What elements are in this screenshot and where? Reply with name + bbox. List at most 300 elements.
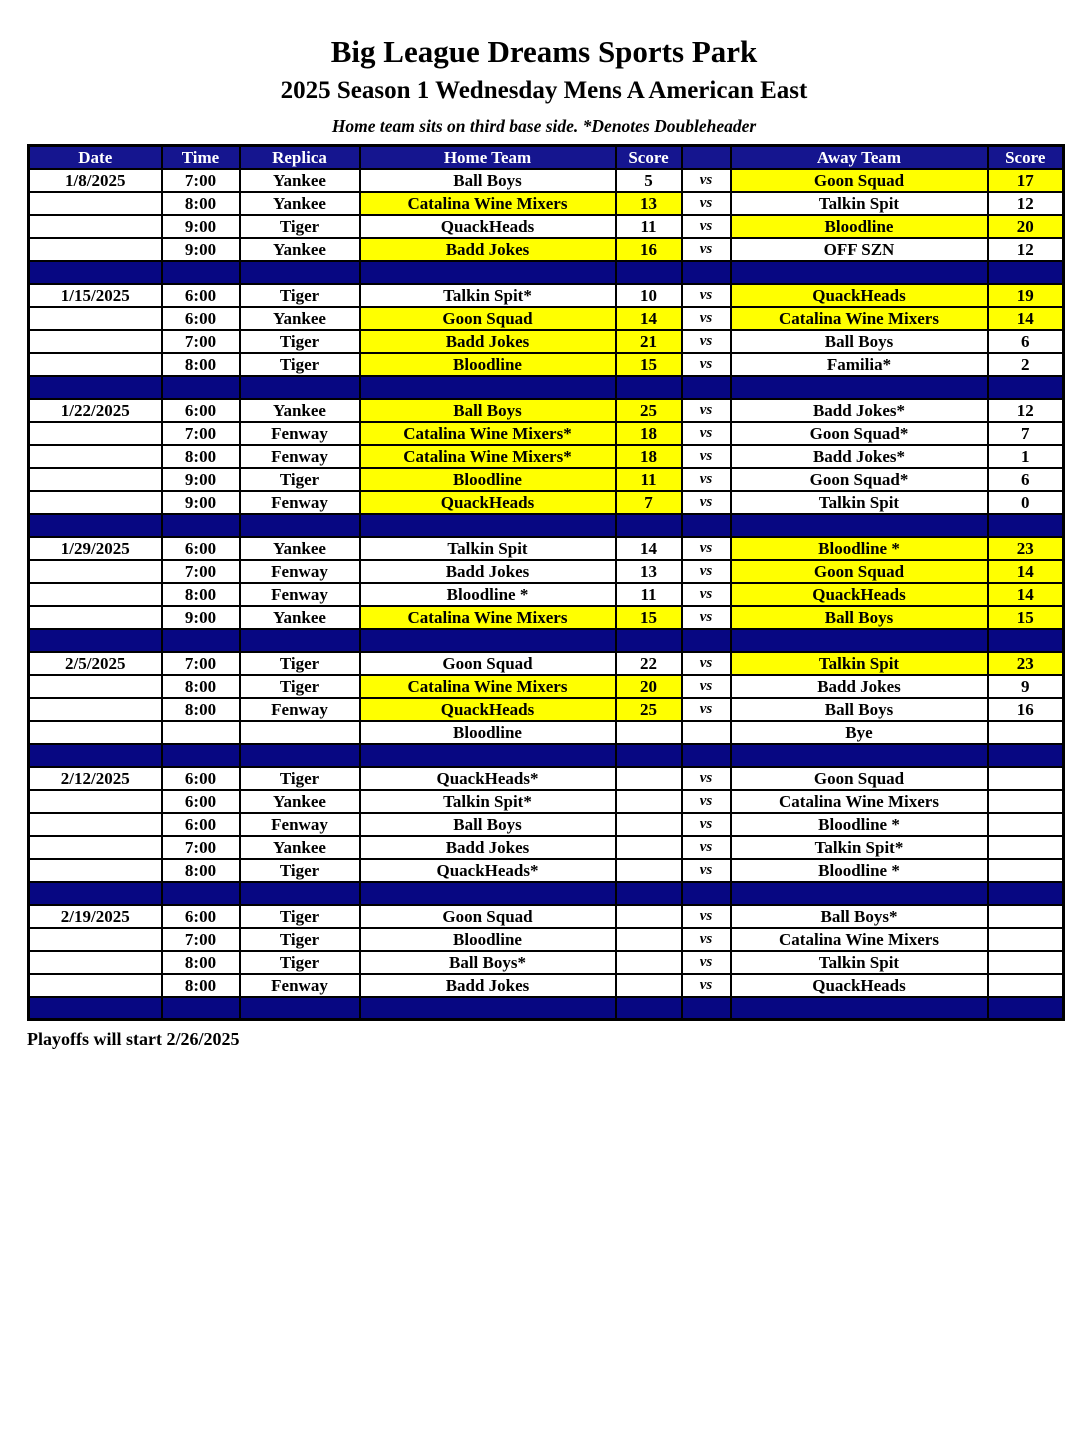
date-cell: [29, 238, 162, 261]
date-cell: [29, 974, 162, 997]
date-cell: 1/22/2025: [29, 399, 162, 422]
separator-cell: [360, 744, 616, 767]
vs-cell: vs: [682, 675, 731, 698]
vs-cell: vs: [682, 468, 731, 491]
home-score-cell: 25: [616, 698, 682, 721]
replica-cell: Fenway: [240, 974, 360, 997]
home-score-cell: [616, 951, 682, 974]
away-score-cell: [988, 928, 1064, 951]
game-row: [29, 353, 1064, 376]
replica-cell: Tiger: [240, 859, 360, 882]
date-cell: [29, 675, 162, 698]
away-score-cell: 12: [988, 192, 1064, 215]
game-row: [29, 537, 1064, 560]
home-team-cell: Badd Jokes: [360, 238, 616, 261]
separator-cell: [240, 744, 360, 767]
separator-cell: [360, 997, 616, 1020]
away-team-cell: Catalina Wine Mixers: [731, 928, 988, 951]
home-score-cell: 7: [616, 491, 682, 514]
date-cell: [29, 951, 162, 974]
home-team-cell: Talkin Spit*: [360, 284, 616, 307]
date-cell: [29, 606, 162, 629]
away-team-cell: OFF SZN: [731, 238, 988, 261]
replica-cell: [240, 721, 360, 744]
replica-cell: Yankee: [240, 537, 360, 560]
game-row: [29, 583, 1064, 606]
home-score-cell: 13: [616, 192, 682, 215]
home-team-cell: Goon Squad: [360, 652, 616, 675]
replica-cell: Fenway: [240, 560, 360, 583]
vs-cell: vs: [682, 698, 731, 721]
vs-cell: vs: [682, 652, 731, 675]
away-score-cell: [988, 813, 1064, 836]
separator-cell: [162, 882, 240, 905]
separator-cell: [682, 744, 731, 767]
time-cell: 7:00: [162, 652, 240, 675]
replica-cell: Tiger: [240, 928, 360, 951]
date-cell: 2/12/2025: [29, 767, 162, 790]
game-row: [29, 169, 1064, 192]
vs-cell: vs: [682, 974, 731, 997]
replica-cell: Yankee: [240, 836, 360, 859]
time-cell: 7:00: [162, 422, 240, 445]
vs-cell: vs: [682, 238, 731, 261]
home-score-cell: 22: [616, 652, 682, 675]
vs-cell: vs: [682, 560, 731, 583]
replica-cell: Fenway: [240, 491, 360, 514]
home-team-cell: Catalina Wine Mixers: [360, 675, 616, 698]
home-score-cell: [616, 721, 682, 744]
away-team-cell: Ball Boys: [731, 330, 988, 353]
game-row: [29, 215, 1064, 238]
time-cell: 9:00: [162, 468, 240, 491]
home-score-cell: 5: [616, 169, 682, 192]
schedule-page: [0, 34, 1088, 1050]
away-team-cell: Goon Squad: [731, 169, 988, 192]
away-team-cell: Familia*: [731, 353, 988, 376]
home-team-cell: Ball Boys: [360, 399, 616, 422]
separator-cell: [29, 629, 162, 652]
vs-cell: vs: [682, 905, 731, 928]
separator-cell: [29, 744, 162, 767]
col-header-replica: Replica: [240, 146, 360, 169]
col-header-home-score: Score: [616, 146, 682, 169]
separator-cell: [240, 997, 360, 1020]
home-team-cell: QuackHeads*: [360, 767, 616, 790]
home-score-cell: 14: [616, 307, 682, 330]
replica-cell: Tiger: [240, 905, 360, 928]
replica-cell: Yankee: [240, 790, 360, 813]
separator-cell: [29, 261, 162, 284]
away-score-cell: [988, 721, 1064, 744]
separator-cell: [162, 376, 240, 399]
game-row: [29, 560, 1064, 583]
vs-cell: vs: [682, 353, 731, 376]
game-row: [29, 928, 1064, 951]
game-row: [29, 491, 1064, 514]
home-team-cell: Bloodline: [360, 928, 616, 951]
date-cell: [29, 330, 162, 353]
vs-cell: vs: [682, 767, 731, 790]
separator-cell: [731, 261, 988, 284]
vs-cell: vs: [682, 836, 731, 859]
time-cell: 6:00: [162, 537, 240, 560]
vs-cell: vs: [682, 813, 731, 836]
separator-cell: [682, 629, 731, 652]
home-team-cell: QuackHeads*: [360, 859, 616, 882]
separator-cell: [988, 997, 1064, 1020]
game-row: [29, 284, 1064, 307]
home-team-cell: Badd Jokes: [360, 560, 616, 583]
away-team-cell: QuackHeads: [731, 284, 988, 307]
playoffs-note: Playoffs will start 2/26/2025: [27, 1029, 240, 1050]
vs-cell: [682, 721, 731, 744]
away-team-cell: QuackHeads: [731, 974, 988, 997]
away-team-cell: Ball Boys: [731, 606, 988, 629]
time-cell: 7:00: [162, 330, 240, 353]
game-row: [29, 721, 1064, 744]
separator-cell: [682, 261, 731, 284]
home-score-cell: [616, 859, 682, 882]
home-score-cell: [616, 928, 682, 951]
section-separator-row: [29, 261, 1064, 284]
time-cell: 6:00: [162, 307, 240, 330]
vs-cell: vs: [682, 606, 731, 629]
separator-cell: [731, 514, 988, 537]
date-cell: [29, 836, 162, 859]
home-score-cell: 20: [616, 675, 682, 698]
away-score-cell: 12: [988, 238, 1064, 261]
home-team-cell: QuackHeads: [360, 215, 616, 238]
away-score-cell: 17: [988, 169, 1064, 192]
separator-cell: [616, 744, 682, 767]
separator-cell: [731, 997, 988, 1020]
separator-cell: [162, 514, 240, 537]
home-team-cell: Catalina Wine Mixers*: [360, 445, 616, 468]
vs-cell: vs: [682, 399, 731, 422]
vs-cell: vs: [682, 169, 731, 192]
page-subtitle: 2025 Season 1 Wednesday Mens A American East: [280, 76, 808, 104]
away-score-cell: [988, 836, 1064, 859]
replica-cell: Tiger: [240, 767, 360, 790]
home-team-cell: Catalina Wine Mixers: [360, 606, 616, 629]
home-score-cell: 18: [616, 445, 682, 468]
away-score-cell: [988, 974, 1064, 997]
away-score-cell: [988, 790, 1064, 813]
replica-cell: Yankee: [240, 606, 360, 629]
home-team-cell: Badd Jokes: [360, 330, 616, 353]
home-team-cell: Bloodline: [360, 468, 616, 491]
time-cell: 8:00: [162, 353, 240, 376]
separator-cell: [988, 514, 1064, 537]
away-score-cell: 15: [988, 606, 1064, 629]
vs-cell: vs: [682, 330, 731, 353]
away-team-cell: Bloodline *: [731, 813, 988, 836]
date-cell: [29, 422, 162, 445]
replica-cell: Fenway: [240, 422, 360, 445]
home-score-cell: [616, 836, 682, 859]
time-cell: 6:00: [162, 790, 240, 813]
away-team-cell: Talkin Spit: [731, 491, 988, 514]
home-score-cell: 18: [616, 422, 682, 445]
separator-cell: [240, 261, 360, 284]
vs-cell: vs: [682, 790, 731, 813]
col-header-home-team: Home Team: [360, 146, 616, 169]
game-row: [29, 307, 1064, 330]
away-score-cell: 14: [988, 560, 1064, 583]
away-team-cell: Badd Jokes*: [731, 445, 988, 468]
schedule-table: [27, 144, 1065, 1021]
replica-cell: Tiger: [240, 353, 360, 376]
time-cell: 8:00: [162, 698, 240, 721]
separator-cell: [682, 514, 731, 537]
game-row: [29, 606, 1064, 629]
separator-cell: [162, 744, 240, 767]
time-cell: [162, 721, 240, 744]
away-team-cell: QuackHeads: [731, 583, 988, 606]
away-team-cell: Catalina Wine Mixers: [731, 790, 988, 813]
separator-cell: [240, 514, 360, 537]
away-score-cell: [988, 905, 1064, 928]
section-separator-row: [29, 882, 1064, 905]
home-team-cell: Bloodline: [360, 721, 616, 744]
time-cell: 6:00: [162, 767, 240, 790]
home-team-cell: Goon Squad: [360, 905, 616, 928]
separator-cell: [162, 997, 240, 1020]
separator-cell: [682, 882, 731, 905]
home-team-cell: Talkin Spit*: [360, 790, 616, 813]
game-row: [29, 974, 1064, 997]
away-team-cell: Bloodline *: [731, 859, 988, 882]
date-cell: [29, 928, 162, 951]
col-header-away-team: Away Team: [731, 146, 988, 169]
away-score-cell: 14: [988, 583, 1064, 606]
away-score-cell: [988, 951, 1064, 974]
home-score-cell: [616, 974, 682, 997]
game-row: [29, 813, 1064, 836]
date-cell: [29, 491, 162, 514]
time-cell: 7:00: [162, 928, 240, 951]
separator-cell: [29, 514, 162, 537]
vs-cell: vs: [682, 859, 731, 882]
time-cell: 7:00: [162, 560, 240, 583]
home-score-cell: 13: [616, 560, 682, 583]
separator-cell: [360, 514, 616, 537]
separator-cell: [240, 882, 360, 905]
away-score-cell: [988, 859, 1064, 882]
date-cell: 1/8/2025: [29, 169, 162, 192]
vs-cell: vs: [682, 928, 731, 951]
separator-cell: [240, 629, 360, 652]
schedule-note: Home team sits on third base side. *Denotes Doubleheader: [331, 116, 757, 137]
separator-cell: [29, 882, 162, 905]
date-cell: [29, 813, 162, 836]
game-row: [29, 468, 1064, 491]
away-team-cell: Bloodline: [731, 215, 988, 238]
vs-cell: vs: [682, 192, 731, 215]
separator-cell: [360, 376, 616, 399]
section-separator-row: [29, 376, 1064, 399]
away-team-cell: Ball Boys*: [731, 905, 988, 928]
game-row: [29, 951, 1064, 974]
separator-cell: [162, 261, 240, 284]
away-score-cell: 6: [988, 468, 1064, 491]
date-cell: [29, 698, 162, 721]
away-score-cell: 1: [988, 445, 1064, 468]
section-separator-row: [29, 514, 1064, 537]
date-cell: [29, 445, 162, 468]
away-score-cell: 7: [988, 422, 1064, 445]
vs-cell: vs: [682, 445, 731, 468]
replica-cell: Tiger: [240, 675, 360, 698]
replica-cell: Fenway: [240, 445, 360, 468]
away-team-cell: Badd Jokes*: [731, 399, 988, 422]
time-cell: 9:00: [162, 491, 240, 514]
separator-cell: [29, 376, 162, 399]
time-cell: 9:00: [162, 606, 240, 629]
schedule-body: [29, 169, 1064, 1020]
away-score-cell: 19: [988, 284, 1064, 307]
away-team-cell: Goon Squad*: [731, 468, 988, 491]
col-header-away-score: Score: [988, 146, 1064, 169]
home-score-cell: [616, 790, 682, 813]
replica-cell: Tiger: [240, 652, 360, 675]
game-row: [29, 399, 1064, 422]
away-score-cell: 6: [988, 330, 1064, 353]
date-cell: [29, 721, 162, 744]
home-score-cell: 15: [616, 606, 682, 629]
date-cell: [29, 307, 162, 330]
date-cell: [29, 468, 162, 491]
away-score-cell: [988, 767, 1064, 790]
away-score-cell: 0: [988, 491, 1064, 514]
date-cell: [29, 583, 162, 606]
home-team-cell: Badd Jokes: [360, 974, 616, 997]
home-team-cell: QuackHeads: [360, 491, 616, 514]
page-title: Big League Dreams Sports Park: [330, 34, 758, 69]
time-cell: 6:00: [162, 284, 240, 307]
away-score-cell: 23: [988, 652, 1064, 675]
replica-cell: Fenway: [240, 813, 360, 836]
away-team-cell: Badd Jokes: [731, 675, 988, 698]
time-cell: 7:00: [162, 836, 240, 859]
home-score-cell: [616, 813, 682, 836]
time-cell: 6:00: [162, 813, 240, 836]
col-header-vs: [682, 146, 731, 169]
date-cell: [29, 192, 162, 215]
game-row: [29, 675, 1064, 698]
separator-cell: [988, 629, 1064, 652]
away-team-cell: Bye: [731, 721, 988, 744]
time-cell: 8:00: [162, 192, 240, 215]
away-score-cell: 9: [988, 675, 1064, 698]
game-row: [29, 422, 1064, 445]
game-row: [29, 859, 1064, 882]
away-score-cell: 23: [988, 537, 1064, 560]
separator-cell: [988, 261, 1064, 284]
home-team-cell: Bloodline: [360, 353, 616, 376]
vs-cell: vs: [682, 307, 731, 330]
time-cell: 8:00: [162, 675, 240, 698]
away-score-cell: 20: [988, 215, 1064, 238]
away-team-cell: Talkin Spit: [731, 652, 988, 675]
date-cell: [29, 859, 162, 882]
away-score-cell: 16: [988, 698, 1064, 721]
separator-cell: [616, 514, 682, 537]
game-row: [29, 698, 1064, 721]
separator-cell: [360, 882, 616, 905]
separator-cell: [616, 376, 682, 399]
separator-cell: [360, 629, 616, 652]
section-separator-row: [29, 997, 1064, 1020]
separator-cell: [29, 997, 162, 1020]
away-team-cell: Bloodline *: [731, 537, 988, 560]
replica-cell: Yankee: [240, 399, 360, 422]
col-header-date: Date: [29, 146, 162, 169]
vs-cell: vs: [682, 284, 731, 307]
separator-cell: [360, 261, 616, 284]
time-cell: 6:00: [162, 905, 240, 928]
replica-cell: Fenway: [240, 583, 360, 606]
separator-cell: [731, 744, 988, 767]
away-team-cell: Ball Boys: [731, 698, 988, 721]
separator-cell: [162, 629, 240, 652]
replica-cell: Tiger: [240, 215, 360, 238]
time-cell: 8:00: [162, 445, 240, 468]
away-score-cell: 2: [988, 353, 1064, 376]
time-cell: 9:00: [162, 238, 240, 261]
vs-cell: vs: [682, 491, 731, 514]
date-cell: 2/5/2025: [29, 652, 162, 675]
home-team-cell: Ball Boys: [360, 813, 616, 836]
separator-cell: [988, 882, 1064, 905]
game-row: [29, 652, 1064, 675]
separator-cell: [731, 882, 988, 905]
away-team-cell: Talkin Spit: [731, 951, 988, 974]
separator-cell: [731, 376, 988, 399]
home-team-cell: Ball Boys*: [360, 951, 616, 974]
home-team-cell: Catalina Wine Mixers: [360, 192, 616, 215]
replica-cell: Fenway: [240, 698, 360, 721]
home-score-cell: 11: [616, 215, 682, 238]
time-cell: 7:00: [162, 169, 240, 192]
replica-cell: Yankee: [240, 192, 360, 215]
vs-cell: vs: [682, 215, 731, 238]
game-row: [29, 330, 1064, 353]
home-team-cell: Catalina Wine Mixers*: [360, 422, 616, 445]
game-row: [29, 192, 1064, 215]
replica-cell: Yankee: [240, 169, 360, 192]
time-cell: 8:00: [162, 974, 240, 997]
home-team-cell: Goon Squad: [360, 307, 616, 330]
away-team-cell: Talkin Spit: [731, 192, 988, 215]
replica-cell: Tiger: [240, 284, 360, 307]
away-team-cell: Goon Squad: [731, 767, 988, 790]
game-row: [29, 905, 1064, 928]
date-cell: [29, 790, 162, 813]
away-team-cell: Goon Squad: [731, 560, 988, 583]
vs-cell: vs: [682, 537, 731, 560]
game-row: [29, 445, 1064, 468]
separator-cell: [731, 629, 988, 652]
replica-cell: Tiger: [240, 468, 360, 491]
home-score-cell: 11: [616, 468, 682, 491]
game-row: [29, 238, 1064, 261]
separator-cell: [616, 997, 682, 1020]
home-score-cell: 21: [616, 330, 682, 353]
replica-cell: Tiger: [240, 330, 360, 353]
game-row: [29, 836, 1064, 859]
